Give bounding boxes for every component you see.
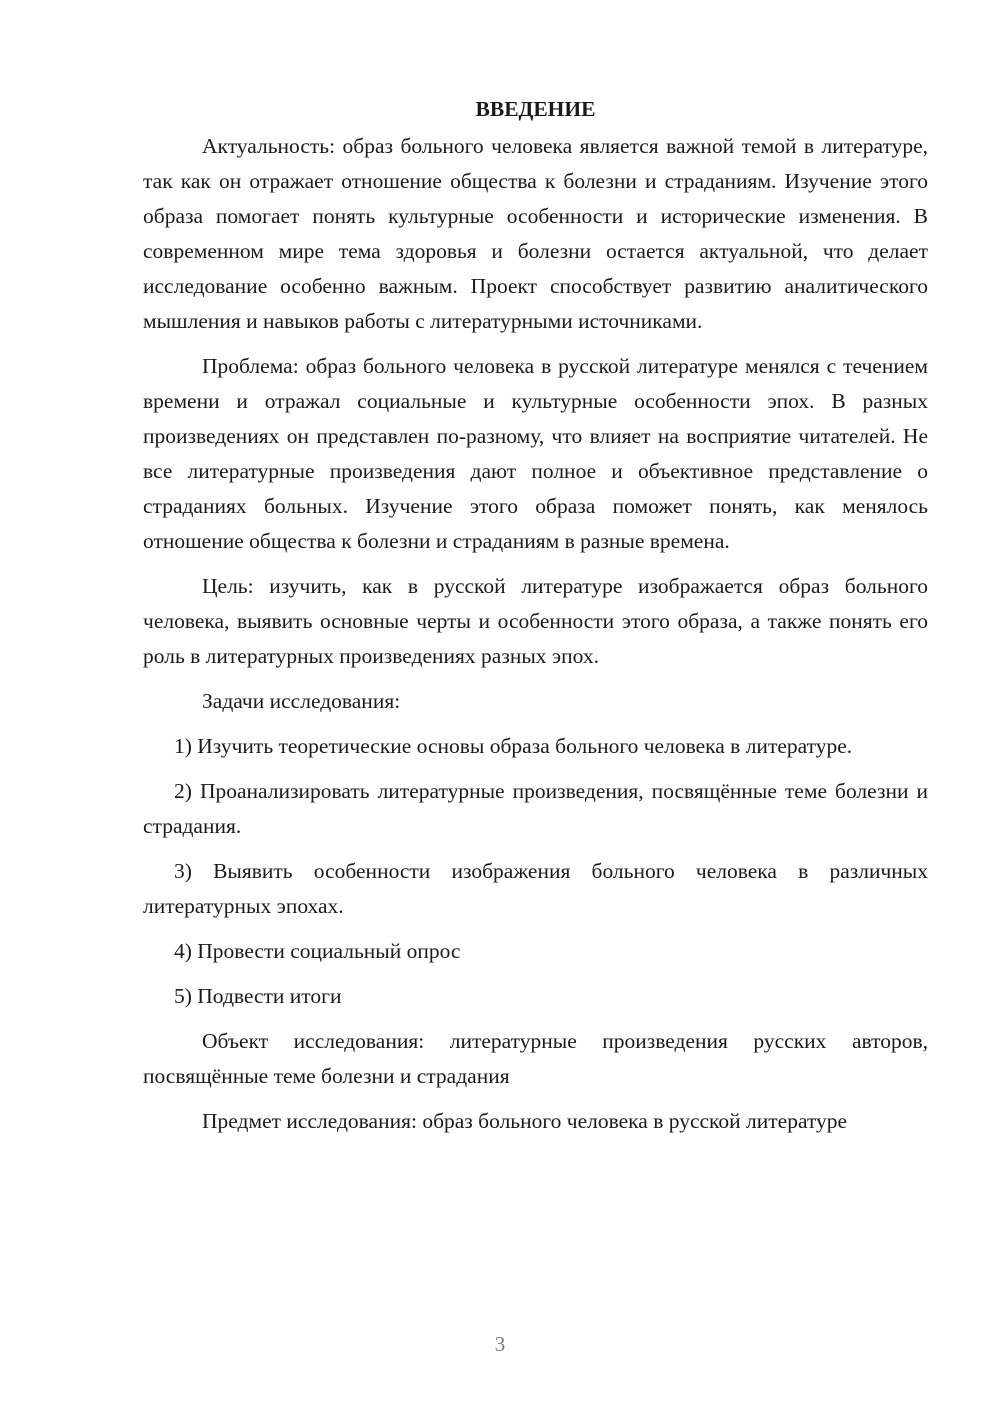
list-item: 2) Проанализировать литературные произведения, посвящённые теме болезни и страдания. [143, 779, 928, 838]
paragraph-problem: Проблема: образ больного человека в русской литературе менялся с течением времени и отражал социальные и культурные особенности эпох. В разных произведениях он представлен по-разному, что влияет на восприятие читателей. Не все литературные произведения дают полное и объективное представление о страданиях больных. Изучение этого образа поможет понять, как менялось отношение общества к болезни и страданиям в разные времена. [143, 354, 928, 553]
list-item: 1) Изучить теоретические основы образа больного человека в литературе. [174, 734, 853, 758]
paragraph-object: Объект исследования: литературные произведения русских авторов, посвящённые теме болезни и страдания [143, 1029, 928, 1088]
list-item: 4) Провести социальный опрос [174, 939, 461, 963]
paragraph-subject: Предмет исследования: образ больного человека в русской литературе [202, 1109, 848, 1133]
tasks-heading: Задачи исследования: [202, 689, 401, 713]
list-item: 5) Подвести итоги [174, 984, 342, 1008]
paragraph-relevance: Актуальность: образ больного человека является важной темой в литературе, так как он отражает отношение общества к болезни и страданиям. Изучение этого образа помогает понять культурные особенности и исторические изменения. В современном мире тема здоровья и болезни остается актуальной, что делает исследование особенно важным. Проект способствует развитию аналитического мышления и навыков работы с литературными источниками. [143, 134, 928, 333]
document-page [143, 92, 928, 1149]
tasks-list [143, 729, 928, 1014]
paragraph-goal: Цель: изучить, как в русской литературе изображается образ больного человека, выявить основные черты и особенности этого образа, а также понять его роль в литературных произведениях разных эпох. [143, 574, 928, 668]
page-title: ВВЕДЕНИЕ [475, 97, 596, 121]
page-number: 3 [494, 1332, 506, 1356]
list-item: 3) Выявить особенности изображения больного человека в различных литературных эпохах. [143, 859, 928, 918]
